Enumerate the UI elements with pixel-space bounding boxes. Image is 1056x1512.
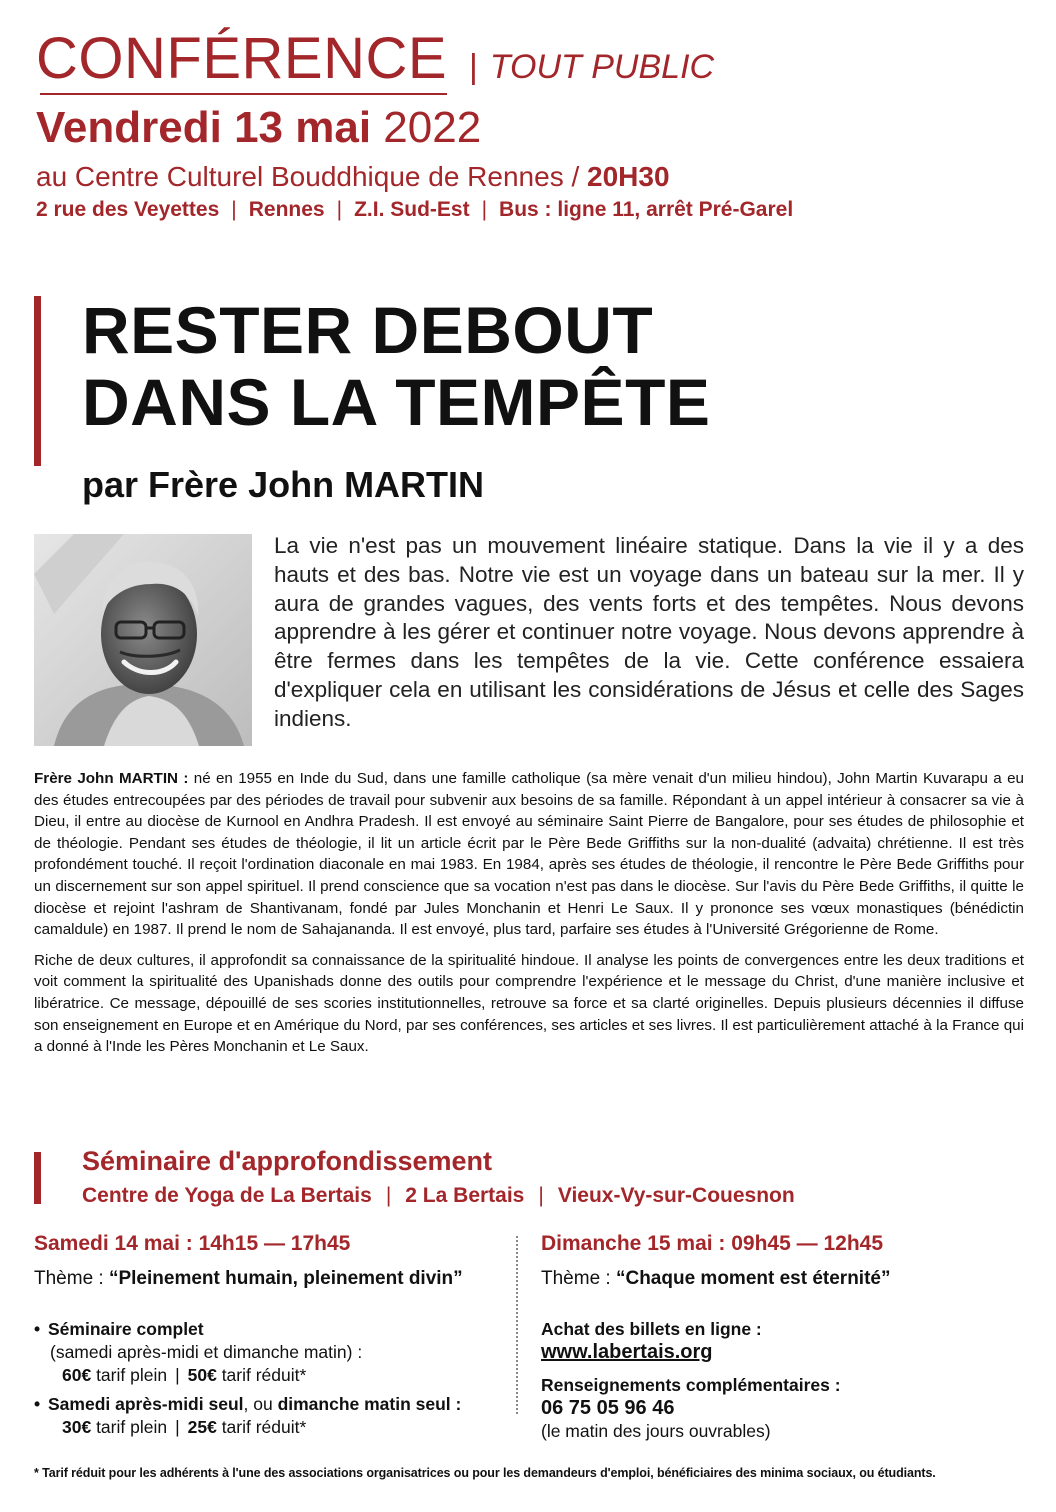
speaker-biography [34,768,1024,1067]
seminar-accent-bar [34,1152,41,1204]
seminar-day-1 [34,1232,504,1445]
title-accent-bar [34,296,41,466]
venue-separator: | [538,1184,544,1207]
address-street: 2 rue des Veyettes [36,198,220,221]
audience-label: TOUT PUBLIC [489,48,715,86]
price-item-title: Samedi après-midi seul, ou dimanche matin seul : [48,1394,462,1414]
full-price: 60€ [62,1365,92,1385]
venue-text: au Centre Culturel Bouddhique de Rennes / [36,161,588,192]
tickets-heading: Achat des billets en ligne : [541,1319,762,1339]
full-price-label: tarif plein [91,1417,168,1437]
seminar-day-2 [541,1232,1021,1443]
day-2-heading: Dimanche 15 mai : 09h45 — 12h45 [541,1232,883,1255]
ticket-info [541,1318,1021,1443]
theme-value: “Chaque moment est éternité” [615,1268,891,1289]
contact-phone[interactable]: 06 75 05 96 46 [541,1397,675,1419]
footnote: * Tarif réduit pour les adhérents à l'une des associations organisatrices ou pour les demandeurs d'emploi, bénéficiaires des minima sociaux, ou étudiants. [34,1466,936,1480]
address-zone: Z.I. Sud-Est [354,198,470,221]
speaker-portrait-photo [34,534,252,746]
theme-value: “Pleinement humain, pleinement divin” [108,1268,463,1289]
seminar-venue-town: Vieux-Vy-sur-Couesnon [557,1184,795,1207]
price-item-title: Séminaire complet [48,1319,204,1339]
event-address [36,198,1026,222]
info-heading: Renseignements complémentaires : [541,1375,841,1395]
address-separator: | [336,198,343,221]
bio-paragraph-2: Riche de deux cultures, il approfondit sa connaissance de la spiritualité hindoue. Il analyse les points de convergences entre les deux traditions et voit comment la spiritualité des Upanishads donne des outils pour comprendre l'expérience et le message du Christ, d'une manière inclusive et libératrice. Ce message, dépouillé de ses scories institutionnelles, retrouve sa force et sa clarté originelles. Depuis plusieurs décennies il diffuse son enseignement en Europe et en Amérique du Nord, par ses conférences, ses articles et ses livres. Il est particulièrement attaché à la France qui a donné à l'Inde les Pères Monchanin et Le Saux. [34,951,1024,1056]
bullet: • [34,1394,41,1414]
price-separator: | [175,1365,180,1385]
reduced-price-label: tarif réduit* [216,1365,307,1385]
day-1-heading: Samedi 14 mai : 14h15 — 17h45 [34,1232,351,1255]
tickets-website-link[interactable]: www.labertais.org [541,1341,713,1363]
portrait-illustration [34,534,252,746]
talk-title [82,294,710,438]
reduced-price-label: tarif réduit* [216,1417,307,1437]
bio-paragraph-1 [34,768,1024,941]
reduced-price: 50€ [187,1365,217,1385]
column-divider [516,1236,518,1414]
speaker-byline: par Frère John MARTIN [82,464,485,505]
title-underline [40,93,447,95]
day-2-theme [541,1268,1021,1290]
reduced-price: 25€ [187,1417,217,1437]
address-separator: | [481,198,488,221]
price-list [34,1318,504,1439]
event-venue [36,160,1026,194]
phone-hours-note: (le matin des jours ouvrables) [541,1421,771,1441]
seminar-title: Séminaire d'approfondissement [82,1146,493,1176]
event-day: Vendredi 13 mai [36,103,372,152]
theme-label: Thème : [34,1268,109,1289]
address-city: Rennes [248,198,325,221]
bio-paragraph-1-text: né en 1955 en Inde du Sud, dans une famille catholique (sa mère venait d'un milieu hindou), John Martin Kuvarapu a eu des études entrecoupées par des périodes de travail pour subvenir aux besoins de sa famille. Répondant à un appel intérieur à consacrer sa vie à Dieu, il entre au diocèse de Kurnool en Andhra Pradesh. Il est envoyé au séminaire Saint Pierre de Bangalore, pour ses études de philosophie et de théologie. Pendant ses études de théologie, il lit un article écrit par le Père Bede Griffiths sur la non-dualité (advaita) chrétienne. Il est très profondément touché. Il reçoit l'ordination diaconale en mai 1983. En 1984, après ses études de théologie, il rencontre le Père Bede Griffiths pour un discernement sur son appel spirituel. Il prend conscience que sa vocation n'est pas dans le diocèse. Sur l'avis du Père Bede Griffiths, il quitte le diocèse et rejoint l'ashram de Shantivanam, fondé par Jules Monchanin et Henri Le Saux. Il y prononce ses vœux monastiques (bénédictin camaldule) en 1987. Il prend le nom de Sahajananda. Il est envoyé, plus tard, parfaire ses études à l'Université Grégorienne de Rome. [34,770,1024,939]
day-1-theme [34,1268,504,1290]
address-bus: Bus : ligne 11, arrêt Pré-Garel [499,198,794,221]
price-item-half-seminar [34,1393,504,1439]
conference-title: CONFÉRENCE [36,26,447,92]
conference-line [36,26,1026,92]
event-date [36,102,1026,154]
seminar-venue-name: Centre de Yoga de La Bertais [82,1184,372,1207]
theme-label: Thème : [541,1268,616,1289]
full-price: 30€ [62,1417,92,1437]
bullet: • [34,1319,41,1339]
event-time: 20H30 [587,161,670,192]
price-separator: | [175,1417,180,1437]
bio-speaker-name: Frère John MARTIN : [34,770,189,787]
seminar-venue-street: 2 La Bertais [405,1184,525,1207]
price-item-full-seminar [34,1318,504,1387]
seminar-venue [82,1184,795,1208]
price-item-note: (samedi après-midi et dimanche matin) : [50,1342,363,1362]
pipe-separator: | [469,48,478,86]
header [36,26,1026,222]
talk-title-line-1: RESTER DEBOUT [82,293,654,367]
price-item-amounts [48,1416,504,1439]
venue-separator: | [385,1184,392,1207]
price-item-amounts [48,1364,504,1387]
talk-title-line-2: DANS LA TEMPÊTE [82,365,711,439]
event-year: 2022 [383,103,482,152]
talk-description: La vie n'est pas un mouvement linéaire statique. Dans la vie il y a des hauts et des bas. Notre vie est un voyage dans un bateau sur la mer. Il y aura de grandes vagues, des vents forts et des tempêtes. Nous devons apprendre à les gérer et continuer notre voyage. Nous devons apprendre à être fermes dans les tempêtes de la vie. Cette conférence essaiera d'expliquer cela en utilisant les considérations de Jésus et celle des Sages indiens. [274,533,1024,731]
full-price-label: tarif plein [91,1365,168,1385]
address-separator: | [231,198,237,221]
